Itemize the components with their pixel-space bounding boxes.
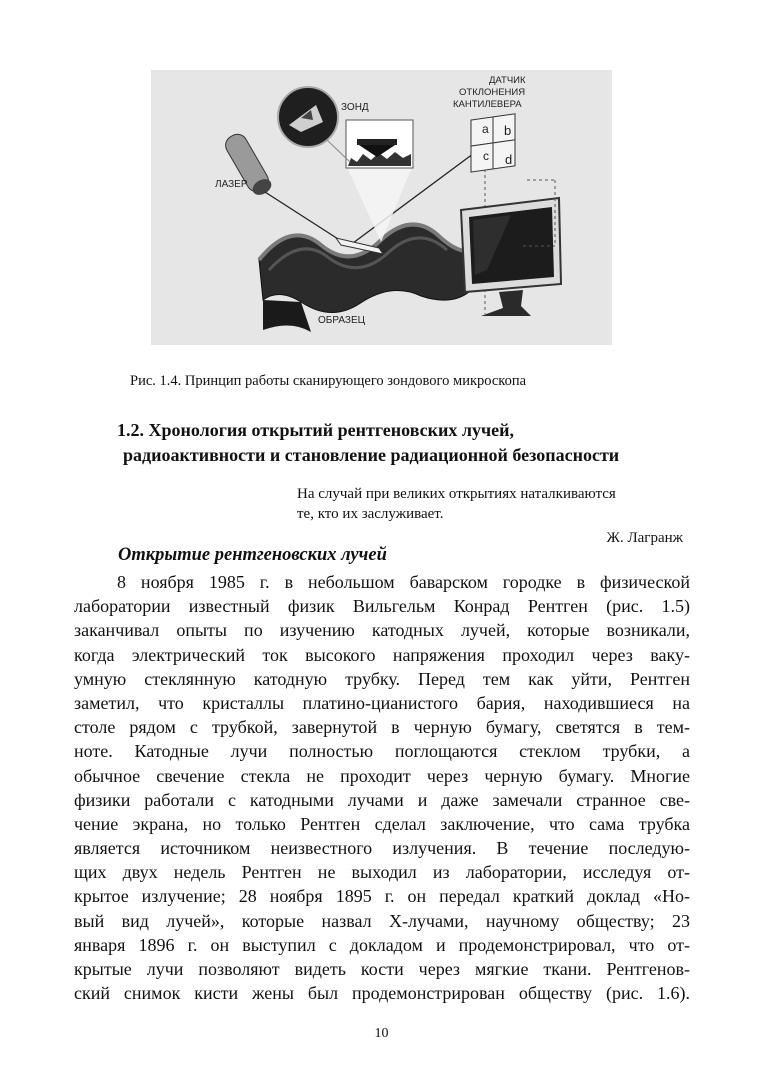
sensor-title-line2: ОТКЛОНЕНИЯ <box>459 87 526 98</box>
body-line: крытое излучение; 28 ноября 1895 г. он передал краткий доклад «Но- <box>74 886 690 907</box>
figure-caption: Рис. 1.4. Принцип работы сканирующего зондового микроскопа <box>130 373 527 389</box>
sensor-title-line3: КАНТИЛЕВЕРА <box>453 99 522 110</box>
subsection-heading: Открытие рентгеновских лучей <box>118 545 387 565</box>
body-line: столе рядом с трубкой, завернутой в черную бумагу, светятся в тем- <box>74 717 690 738</box>
body-line: обычное свечение стекла не проходит через черную бумагу. Многие <box>74 765 690 786</box>
body-line: января 1896 г. он выступил с докладом и продемонстрировал, что от- <box>74 934 690 955</box>
monitor <box>461 180 561 316</box>
probe-label: ЗОНД <box>341 102 369 113</box>
section-heading-line1: 1.2. Хронология открытий рентгеновских лучей, <box>117 420 514 440</box>
body-line: ноте. Катодные лучи полностью поглощаются стеклом трубки, а <box>74 741 690 762</box>
body-line: крытые лучи позволяют видеть кости через мягкие ткани. Рентгенов- <box>74 959 690 979</box>
body-line: является источником неизвестного излучения. В течение последую- <box>74 838 690 859</box>
page-number: 10 <box>374 1026 389 1041</box>
scanning-probe-microscope-diagram <box>151 70 612 345</box>
body-line: физики работали с катодными лучами и даже замечали странное све- <box>74 789 690 810</box>
probe-callout <box>346 120 413 242</box>
quadrant-c-label: c <box>483 149 489 163</box>
quadrant-d-label: d <box>505 152 513 167</box>
body-line: 8 ноября 1985 г. в небольшом баварском городке в физической <box>117 572 690 592</box>
epigraph-author: Ж. Лагранж <box>606 530 683 546</box>
body-line: чение экрана, но только Рентген сделал заключение, что сама трубка <box>74 813 690 834</box>
sample-surface <box>259 224 481 332</box>
microscope-figure <box>151 70 612 345</box>
epigraph <box>297 484 683 548</box>
section-heading-line2: радиоактивности и становление радиационной безопасности <box>123 445 620 465</box>
laser-label: ЛАЗЕР <box>215 179 248 190</box>
body-line: ский снимок кисти жены был продемонстрирован обществу (рис. 1.6). <box>74 983 690 1004</box>
body-line: лаборатории известный физик Вильгельм Конрад Рентген (рис. 1.5) <box>74 596 690 617</box>
body-line: заканчивал опыты по изучению катодных лучей, которые возникали, <box>74 620 690 641</box>
body-line: вый вид лучей», которые назвал X-лучами, научному обществу; 23 <box>74 910 690 931</box>
body-line: заметил, что кристаллы платино-цианистого бария, находившиеся на <box>74 692 690 713</box>
body-text <box>74 570 690 1005</box>
epigraph-line1: На случай при великих открытиях наталкиваются <box>297 486 616 502</box>
sample-label: ОБРАЗЕЦ <box>318 315 366 326</box>
body-line: щих двух недель Рентген не выходил из лаборатории, исследуя от- <box>74 862 690 883</box>
quadrant-a-label: a <box>482 122 489 136</box>
epigraph-line2: те, кто их заслуживает. <box>297 506 444 522</box>
section-heading <box>117 418 619 468</box>
sensor-title-line1: ДАТЧИК <box>489 75 526 86</box>
body-line: умную стеклянную катодную трубку. Перед тем как уйти, Рентген <box>74 668 690 689</box>
quadrant-b-label: b <box>504 123 512 138</box>
body-line: когда электрический ток высокого напряжения проходил через ваку- <box>74 644 690 665</box>
probe-lens <box>278 87 350 162</box>
